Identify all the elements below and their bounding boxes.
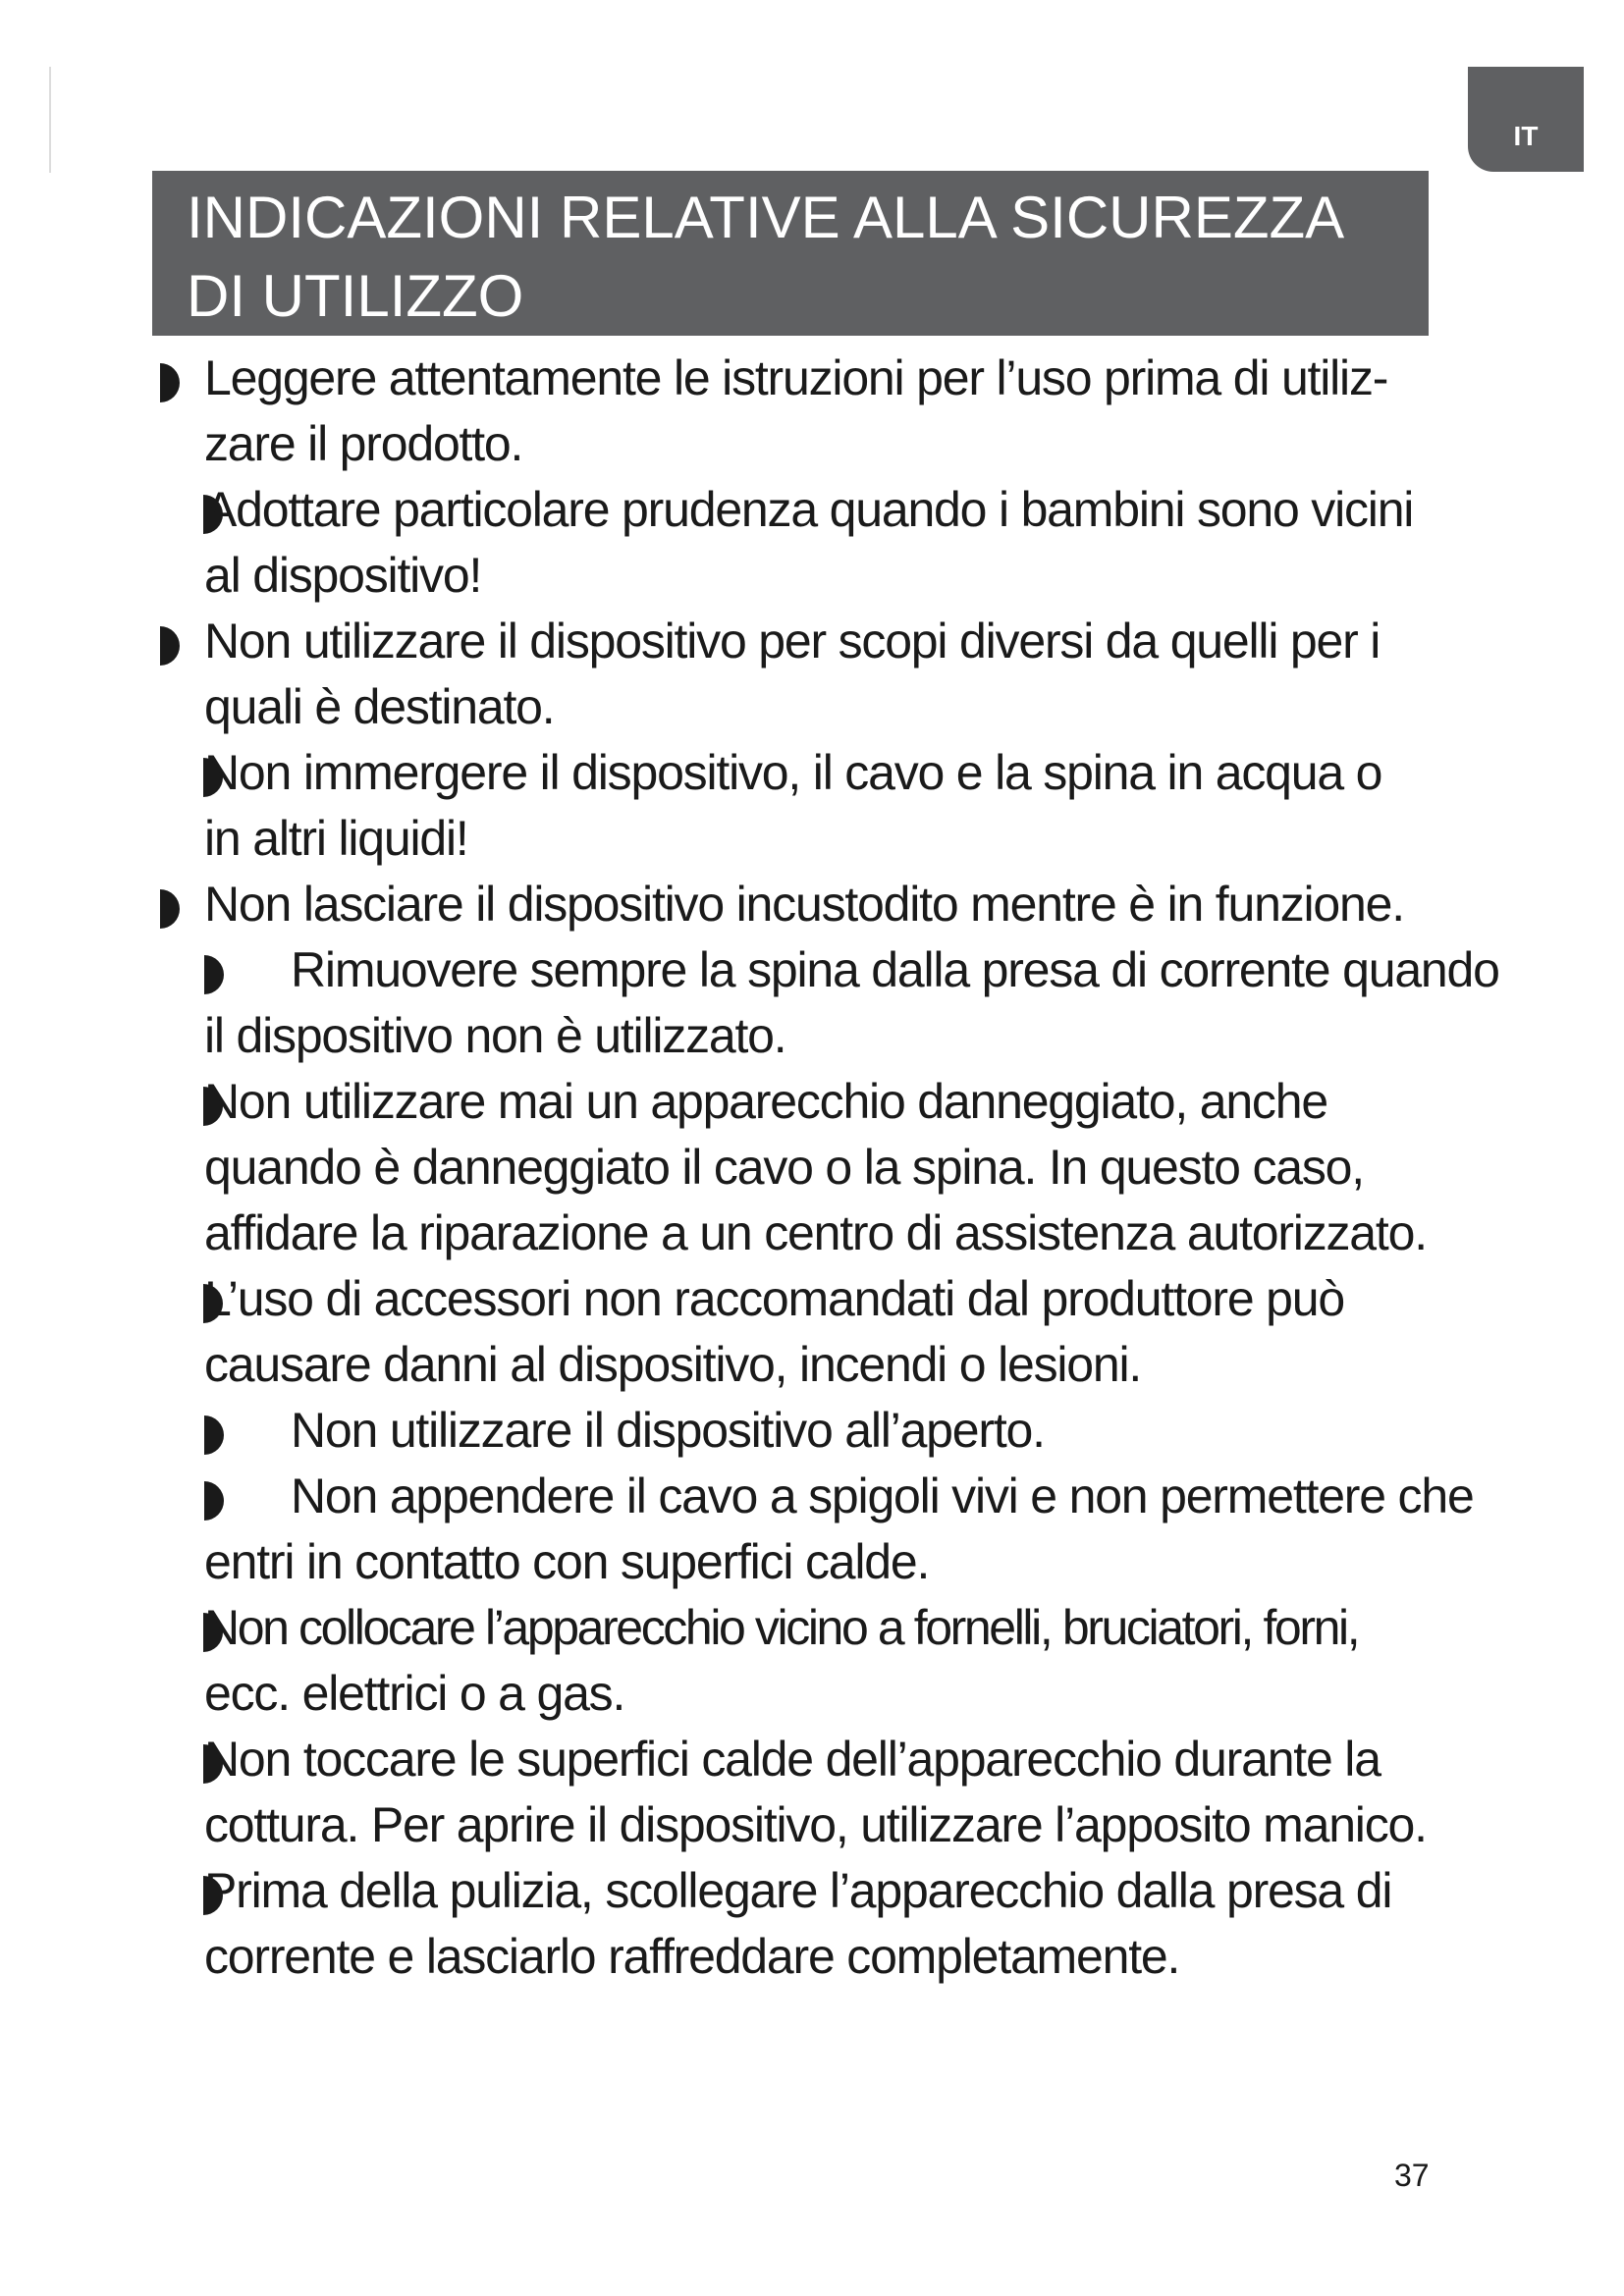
list-item-line: in altri liquidi! <box>204 811 468 866</box>
bullet-icon <box>204 955 224 994</box>
list-item-line: al dispositivo! <box>204 548 482 603</box>
list-item-line: zare il prodotto. <box>204 416 523 471</box>
list-item-line: L’uso di accessori non raccomandati dal produttore può <box>204 1271 1344 1326</box>
list-item-line: cottura. Per aprire il dispositivo, utilizzare l’apposito manico. <box>204 1797 1427 1852</box>
section-title-box <box>152 171 1429 336</box>
list-item-line: Non utilizzare il dispositivo all’aperto. <box>291 1403 1045 1458</box>
list-item-line: Non utilizzare mai un apparecchio danneggiato, anche <box>204 1074 1327 1129</box>
section-title-line-1: INDICAZIONI RELATIVE ALLA SICUREZZA <box>187 185 1345 250</box>
list-item-line: il dispositivo non è utilizzato. <box>204 1008 786 1063</box>
list-item-line: Non toccare le superfici calde dell’apparecchio durante la <box>204 1732 1380 1787</box>
list-item-line: Non lasciare il dispositivo incustodito mentre è in funzione. <box>204 877 1404 932</box>
list-item-line: quando è danneggiato il cavo o la spina. In questo caso, <box>204 1140 1364 1195</box>
list-item-line: Adottare particolare prudenza quando i bambini sono vicini <box>204 482 1414 537</box>
list-item-line: Leggere attentamente le istruzioni per l’uso prima di utiliz- <box>204 350 1388 405</box>
list-item-line: Rimuovere sempre la spina dalla presa di corrente quando <box>291 942 1499 997</box>
list-item-line: Non appendere il cavo a spigoli vivi e non permettere che <box>291 1468 1474 1523</box>
bullet-icon <box>160 363 180 402</box>
section-title-line-2: DI UTILIZZO <box>187 263 524 329</box>
list-item-line: Non immergere il dispositivo, il cavo e la spina in acqua o <box>204 745 1382 800</box>
page-margin-line <box>49 67 51 173</box>
bullet-icon <box>160 626 180 666</box>
page-number: 37 <box>1394 2158 1430 2193</box>
list-item-line: quali è destinato. <box>204 679 555 734</box>
bullet-icon <box>204 1481 224 1521</box>
list-item-line: Non utilizzare il dispositivo per scopi diversi da quelli per i <box>204 614 1380 668</box>
list-item-line: ecc. elettrici o a gas. <box>204 1666 625 1721</box>
list-item-line: corrente e lasciarlo raffreddare completamente. <box>204 1929 1180 1984</box>
list-item-line: Prima della pulizia, scollegare l’apparecchio dalla presa di <box>204 1863 1392 1918</box>
language-tab-label: IT <box>1513 121 1539 151</box>
language-tab <box>1468 67 1584 172</box>
list-item-line: Non collocare l’apparecchio vicino a fornelli, bruciatori, forni, <box>204 1600 1359 1655</box>
bullet-icon <box>160 889 180 929</box>
list-item-line: entri in contatto con superfici calde. <box>204 1534 930 1589</box>
list-item-line: causare danni al dispositivo, incendi o lesioni. <box>204 1337 1142 1392</box>
bullet-icon <box>204 1415 224 1455</box>
list-item-line: affidare la riparazione a un centro di assistenza autorizzato. <box>204 1205 1427 1260</box>
